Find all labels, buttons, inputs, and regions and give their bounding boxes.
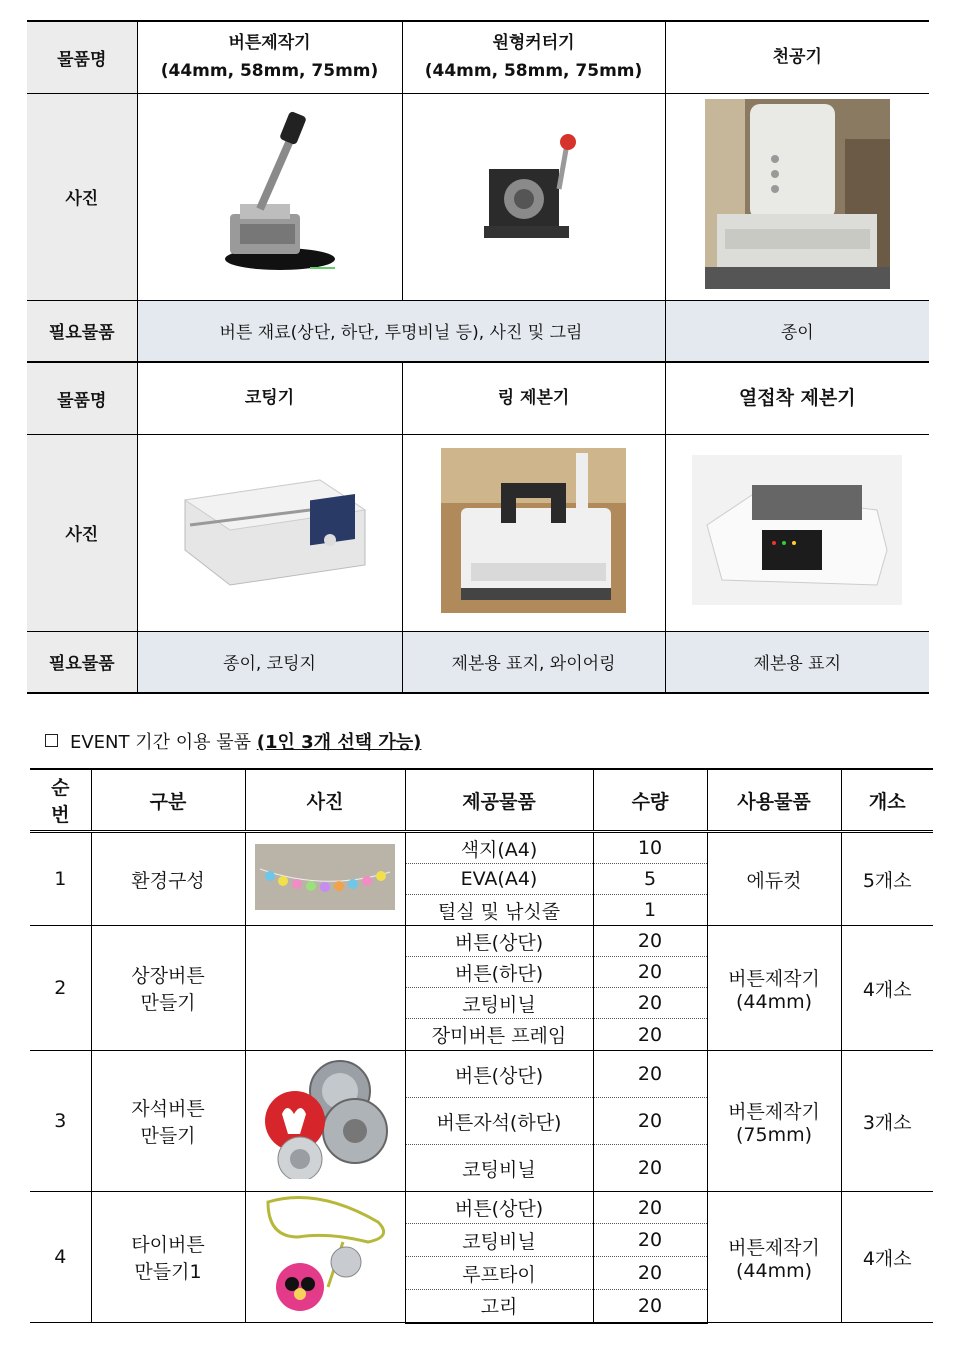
row-1-qty-2: 5 bbox=[593, 864, 707, 895]
row-3-item-2: 버튼자석(하단) bbox=[405, 1098, 593, 1145]
row-4-qty-2: 20 bbox=[593, 1224, 707, 1257]
row-2-qty-3: 20 bbox=[593, 988, 707, 1019]
row-3-qty-3: 20 bbox=[593, 1145, 707, 1192]
punch-machine-image bbox=[705, 99, 890, 289]
row-2-item-2: 버튼(하단) bbox=[405, 957, 593, 988]
thermal-binder-image bbox=[692, 455, 902, 605]
row-3-item-3: 코팅비닐 bbox=[405, 1145, 593, 1192]
row-4-count: 4개소 bbox=[841, 1192, 933, 1323]
label-needs-2: 필요물품 bbox=[27, 631, 137, 693]
item-name-circle-cutter: 원형커터기 (44mm, 58mm, 75mm) bbox=[402, 21, 665, 93]
item-name-ring-binder: 링 제본기 bbox=[402, 362, 665, 434]
row-4-qty-1: 20 bbox=[593, 1192, 707, 1224]
row-3-count: 3개소 bbox=[841, 1051, 933, 1192]
butterfly-garland-image bbox=[255, 844, 395, 910]
row-2-item-3: 코팅비닐 bbox=[405, 988, 593, 1019]
row-1-category: 환경구성 bbox=[91, 832, 245, 926]
needs-paper: 종이 bbox=[665, 300, 929, 362]
label-photo-2: 사진 bbox=[27, 434, 137, 631]
row-1-photo bbox=[245, 832, 405, 926]
needs-button-supplies: 버튼 재료(상단, 하단, 투명비닐 등), 사진 및 그림 bbox=[137, 300, 665, 362]
row-4-category: 타이버튼 만들기1 bbox=[91, 1192, 245, 1323]
col-header-items: 제공물품 bbox=[405, 769, 593, 832]
row-3-qty-2: 20 bbox=[593, 1098, 707, 1145]
item-name-button-maker: 버튼제작기 (44mm, 58mm, 75mm) bbox=[137, 21, 402, 93]
row-4-item-1: 버튼(상단) bbox=[405, 1192, 593, 1224]
row-4-no: 4 bbox=[30, 1192, 91, 1323]
row-1-count: 5개소 bbox=[841, 832, 933, 926]
col-header-category: 구분 bbox=[91, 769, 245, 832]
row-2-qty-2: 20 bbox=[593, 957, 707, 988]
row-2-item-4: 장미버튼 프레임 bbox=[405, 1019, 593, 1051]
photo-circle-cutter bbox=[402, 93, 665, 300]
row-4-qty-4: 20 bbox=[593, 1290, 707, 1323]
row-4-item-2: 코팅비닐 bbox=[405, 1224, 593, 1257]
needs-binding-cover: 제본용 표지 bbox=[665, 631, 929, 693]
row-4-tool: 버튼제작기 (44mm) bbox=[707, 1192, 841, 1323]
row-2-photo bbox=[245, 926, 405, 1051]
label-item-name-2: 물품명 bbox=[27, 362, 137, 434]
photo-button-maker bbox=[137, 93, 402, 300]
row-2-category: 상장버튼 만들기 bbox=[91, 926, 245, 1051]
event-items-table bbox=[30, 768, 933, 1324]
row-1-tool: 에듀컷 bbox=[707, 832, 841, 926]
col-header-tool: 사용물품 bbox=[707, 769, 841, 832]
needs-binding-wire: 제본용 표지, 와이어링 bbox=[402, 631, 665, 693]
row-1-qty-1: 10 bbox=[593, 832, 707, 864]
row-2-no: 2 bbox=[30, 926, 91, 1051]
row-2-tool: 버튼제작기 (44mm) bbox=[707, 926, 841, 1051]
row-3-tool: 버튼제작기 (75mm) bbox=[707, 1051, 841, 1192]
row-4-photo bbox=[245, 1192, 405, 1323]
needs-laminating: 종이, 코팅지 bbox=[137, 631, 402, 693]
col-header-qty: 수량 bbox=[593, 769, 707, 832]
label-item-name: 물품명 bbox=[27, 21, 137, 93]
row-3-item-1: 버튼(상단) bbox=[405, 1051, 593, 1098]
row-1-item-1: 색지(A4) bbox=[405, 832, 593, 864]
row-2-item-1: 버튼(상단) bbox=[405, 926, 593, 957]
row-4-item-3: 루프타이 bbox=[405, 1257, 593, 1290]
item-name-thermal-binder: 열접착 제본기 bbox=[665, 362, 929, 434]
label-needs-1: 필요물품 bbox=[27, 300, 137, 362]
event-section-heading: EVENT 기간 이용 물품 (1인 3개 선택 가능) bbox=[45, 728, 421, 754]
row-2-count: 4개소 bbox=[841, 926, 933, 1051]
button-maker-image bbox=[200, 109, 340, 279]
row-3-photo bbox=[245, 1051, 405, 1192]
row-3-qty-1: 20 bbox=[593, 1051, 707, 1098]
circle-cutter-image bbox=[479, 134, 589, 254]
row-1-qty-3: 1 bbox=[593, 895, 707, 926]
laminator-image bbox=[170, 470, 370, 590]
row-2-qty-4: 20 bbox=[593, 1019, 707, 1051]
magnet-buttons-image bbox=[260, 1059, 390, 1179]
item-name-punch-machine: 천공기 bbox=[665, 21, 929, 93]
row-1-no: 1 bbox=[30, 832, 91, 926]
col-header-photo: 사진 bbox=[245, 769, 405, 832]
col-header-count: 개소 bbox=[841, 769, 933, 832]
photo-laminator bbox=[137, 434, 402, 631]
row-1-item-3: 털실 및 낚싯줄 bbox=[405, 895, 593, 926]
photo-thermal-binder bbox=[665, 434, 929, 631]
row-4-item-4: 고리 bbox=[405, 1290, 593, 1323]
item-name-laminator: 코팅기 bbox=[137, 362, 402, 434]
loop-tie-button-image bbox=[258, 1192, 393, 1317]
row-2-qty-1: 20 bbox=[593, 926, 707, 957]
checkbox-bullet-icon bbox=[45, 734, 58, 747]
row-3-category: 자석버튼 만들기 bbox=[91, 1051, 245, 1192]
ring-binder-image bbox=[441, 448, 626, 613]
col-header-no: 순 번 bbox=[30, 769, 91, 832]
row-4-qty-3: 20 bbox=[593, 1257, 707, 1290]
photo-ring-binder bbox=[402, 434, 665, 631]
row-1-item-2: EVA(A4) bbox=[405, 864, 593, 895]
label-photo: 사진 bbox=[27, 93, 137, 300]
equipment-table bbox=[27, 20, 929, 694]
photo-punch-machine bbox=[665, 93, 929, 300]
row-3-no: 3 bbox=[30, 1051, 91, 1192]
